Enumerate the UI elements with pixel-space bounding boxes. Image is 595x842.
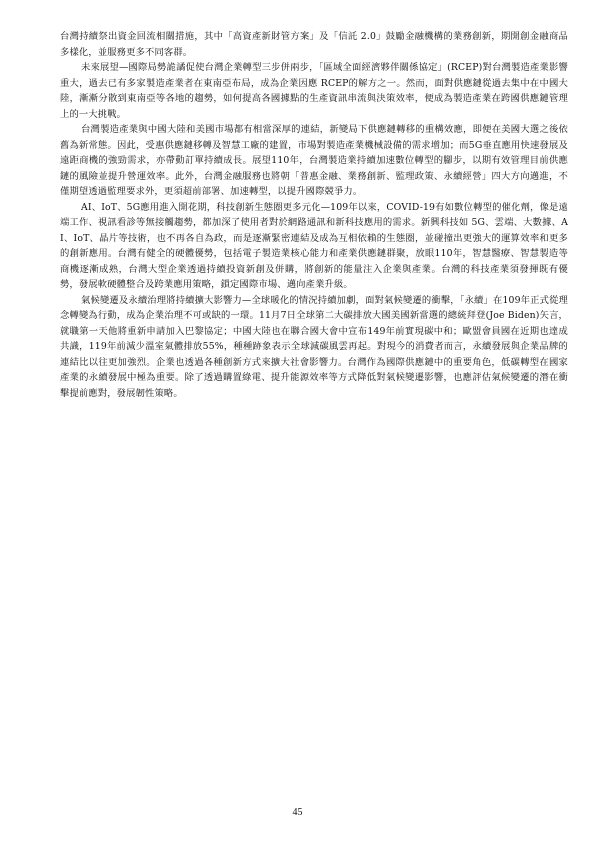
body-text (60, 29, 568, 401)
paragraph-5: 氣候變遷及永續治理將持續擴大影響力—全球暖化的情況持續加劇，面對氣候變遷的衝擊，「永續」在109年正式從理念轉變為行動，成為企業治理不可或缺的一環。11月7日全球第二大碳排放大國美國新當選的總統拜登(Joe Biden)矢言，就職第一天他將重新申請加入巴黎協定；中國大陸也在聯合國大會中宣布149年前實現碳中和；歐盟會員國在近期也達成共識，119年前減少溫室氣體排放55%，種種跡象表示全球減碳風雲再起。對現今的消費者而言，永續發展與企業品牌的連結比以往更加強烈。企業也透過各種創新方式來擴大社會影響力。台灣作為國際供應鏈中的重要角色，低碳轉型在國家產業的永續發展中極為重要。除了透過購置綠電、提升能源效率等方式降低對氣候變遷影響，也應評估氣候變遷的潛在衝擊提前應對，發展韌性策略。 (60, 294, 568, 399)
paragraph-2: 未來展望—國際局勢詭譎促使台灣企業轉型三步併兩步，「區域全面經濟夥伴關係協定」(RCEP)對台灣製造產業影響重大，過去已有多家製造產業者在東南亞布局，成為企業因應 RCEP的解方之一。然而，面對供應鏈從過去集中在中國大陸，漸漸分散到東南亞等各地的趨勢，如何提高各國據點的生產資訊串流與決策效率，便成為製造產業在跨國供應鏈管理上的一大挑戰。 (60, 62, 568, 120)
paragraph-1: 台灣持續祭出資金回流相關措施，其中「高資產新財管方案」及「信託 2.0」鼓勵金融機構的業務創新，期開創金融商品多樣化，並服務更多不同客群。 (60, 31, 568, 58)
paragraph-4: AI、IoT、5G應用進入開花期，科技創新生態圈更多元化—109年以來，COVID-19有如數位轉型的催化劑，像是遠端工作、視訊看診等無接觸趨勢，都加深了使用者對於網路通訊和新科技應用的需求。新興科技如 5G、雲端、大數據、AI、IoT、晶片等技術，也不再各自為政，而是逐漸緊密連結及成為互相依賴的生態圈，並碰撞出更強大的運算效率和更多的創新應用。台灣有健全的硬體優勢，包括電子製造業核心能力和產業供應鏈群聚，放眼110年，智慧醫療、智慧製造等商機逐漸成熟，台灣大型企業透過持續投資新創及併購，將創新的能量注入企業與產業。台灣的科技產業須發揮既有優勢，發展軟硬體整合及跨業應用策略，鎖定國際市場、邁向產業升級。 (60, 201, 568, 290)
paragraph-3: 台灣製造產業與中國大陸和美國市場都有相當深厚的連結，新變局下供應鏈轉移的重構效應，即便在美國大選之後依舊為新常態。因此，受惠供應鏈移轉及智慧工廠的建置，市場對製造產業機械設備的需求增加；而5G垂直應用快速發展及遠距商機的強勁需求，亦帶動訂單持續成長。展望110年，台灣製造業持續加速數位轉型的腳步，以期有效管理目前供應鏈的風險並提升營運效率。此外，台灣金融服務也將朝「普惠金融、業務創新、監理政策、永續經營」四大方向邁進，不僅期望透過監理要求外，更須超前部署、加速轉型，以提升國際競爭力。 (60, 124, 568, 197)
page-number: 45 (292, 807, 303, 818)
